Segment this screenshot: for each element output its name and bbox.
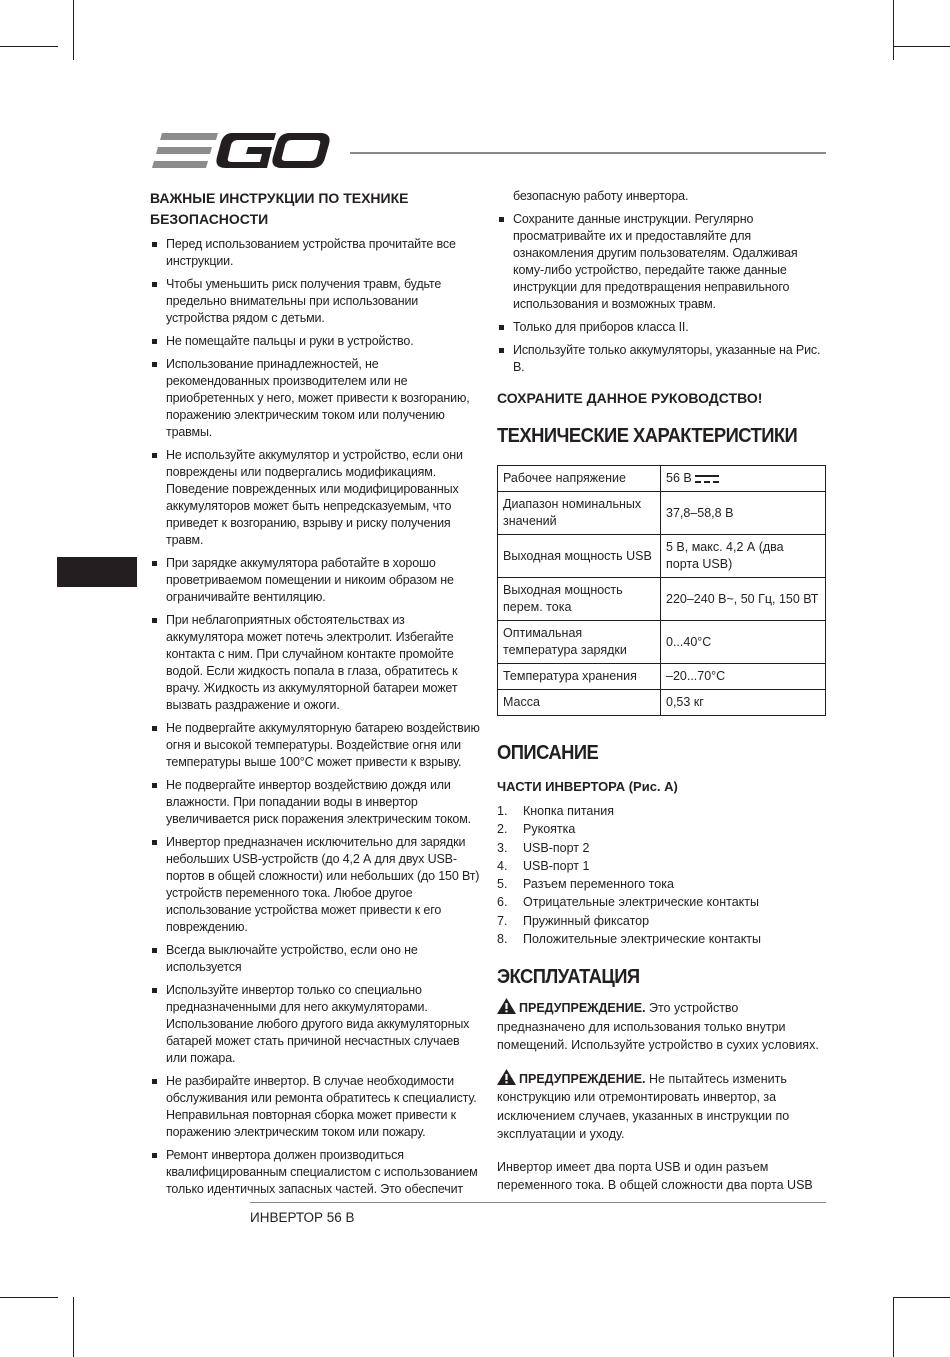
- list-item: Перед использованием устройства прочитайте все инструкции.: [150, 236, 480, 270]
- part-label: USB-порт 2: [523, 840, 590, 855]
- table-row: [498, 492, 826, 535]
- warning-label: ПРЕДУПРЕЖДЕНИЕ.: [519, 1001, 646, 1016]
- spec-value: [661, 664, 826, 690]
- spec-value: [661, 492, 826, 535]
- left-column: [150, 188, 480, 1204]
- safety-list-continued: [497, 211, 827, 376]
- list-item: Используйте только аккумуляторы, указанные на Рис. B.: [497, 342, 827, 376]
- part-label: Разъем переменного тока: [523, 877, 674, 892]
- list-item: Не помещайте пальцы и руки в устройство.: [150, 333, 480, 350]
- warning-paragraph: [497, 1069, 827, 1144]
- list-item: [497, 820, 827, 838]
- table-row: [498, 578, 826, 621]
- safety-list: [150, 236, 480, 1198]
- part-label: Положительные электрические контакты: [523, 932, 762, 947]
- part-label: Пружинный фиксатор: [523, 913, 650, 928]
- list-item: Ремонт инвертора должен производиться квалифицированным специалистом с использованием только идентичных запасных частей. Это обеспечит: [150, 1147, 480, 1198]
- spec-value-text: 5 В, макс. 4,2 А (два порта USB): [666, 540, 784, 571]
- footer-text: ИНВЕРТОР 56 В: [250, 1210, 355, 1225]
- spec-label: Рабочее напряжение: [498, 466, 661, 492]
- spec-value: [661, 621, 826, 664]
- spec-value: [661, 535, 826, 578]
- part-number: 3.: [497, 840, 508, 855]
- list-item: Не используйте аккумулятор и устройство, если они повреждены или подвергались модификациям. Поведение поврежденных или модифицированных аккумуляторов может быть непредсказуемым, что приведет к возгоранию, взрыву и риску получения травм.: [150, 447, 480, 549]
- spec-label: Масса: [498, 690, 661, 716]
- ego-logo: [150, 130, 332, 172]
- crop-mark: [893, 1297, 894, 1357]
- crop-mark: [73, 1297, 74, 1357]
- list-item: Только для приборов класса II.: [497, 319, 827, 336]
- header-rule: [350, 152, 826, 154]
- crop-mark: [893, 46, 950, 47]
- table-row: [498, 664, 826, 690]
- part-number: 1.: [497, 804, 508, 818]
- continuation-text: безопасную работу инвертора.: [513, 189, 689, 203]
- list-item: Не подвергайте аккумуляторную батарею воздействию огня и высокой температуры. Воздействие огня или температуры выше 100°C может привести к взрыву.: [150, 720, 480, 771]
- list-item: [497, 839, 827, 857]
- spec-label: Выходная мощность перем. тока: [498, 578, 661, 621]
- specs-heading: ТЕХНИЧЕСКИЕ ХАРАКТЕРИСТИКИ: [497, 425, 798, 447]
- spec-label: Оптимальная температура зарядки: [498, 621, 661, 664]
- crop-mark: [893, 1297, 950, 1298]
- specs-table: [497, 465, 826, 716]
- spec-value-text: 220–240 В~, 50 Гц, 150 ВТ: [666, 591, 819, 606]
- spec-label: Выходная мощность USB: [498, 535, 661, 578]
- dc-symbol-icon: [695, 474, 719, 484]
- crop-mark: [0, 46, 58, 47]
- warning-paragraph: [497, 998, 827, 1055]
- list-item: Чтобы уменьшить риск получения травм, будьте предельно внимательны при использовании устройства рядом с детьми.: [150, 276, 480, 327]
- list-item: [497, 857, 827, 875]
- part-label: Рукоятка: [523, 822, 576, 837]
- parts-heading: ЧАСТИ ИНВЕРТОРА (Рис. A): [497, 779, 678, 794]
- list-item: [497, 802, 827, 820]
- list-item: Всегда выключайте устройство, если оно не используется: [150, 942, 480, 976]
- list-item: При зарядке аккумулятора работайте в хорошо проветриваемом помещении и никоим образом не ограничивайте вентиляцию.: [150, 555, 480, 606]
- warning-triangle-icon: [497, 998, 516, 1014]
- warnings: [497, 998, 827, 1144]
- part-number: 8.: [497, 932, 508, 947]
- right-column: [497, 188, 827, 1194]
- spec-value: [661, 690, 826, 716]
- part-number: 6.: [497, 895, 508, 910]
- part-label: USB-порт 1: [523, 858, 590, 873]
- parts-list: [497, 802, 827, 948]
- side-tab: [57, 557, 137, 587]
- part-number: 5.: [497, 877, 508, 892]
- save-manual-text: СОХРАНИТЕ ДАННОЕ РУКОВОДСТВО!: [497, 390, 763, 406]
- list-item: Инвертор предназначен исключительно для зарядки небольших USB-устройств (до 4,2 А для двух USB-портов в общей сложности) или небольших (до 150 Вт) устройств переменного тока. Любое другое использование устройства может привести к его повреждению.: [150, 834, 480, 936]
- part-label: Кнопка питания: [523, 804, 615, 818]
- table-row: [498, 621, 826, 664]
- spec-value-text: 56 В: [666, 471, 692, 485]
- table-row: [498, 690, 826, 716]
- closing-paragraph: Инвертор имеет два порта USB и один разъем переменного тока. В общей сложности два порта USB: [497, 1159, 813, 1192]
- crop-mark: [0, 1297, 58, 1298]
- list-item: При неблагоприятных обстоятельствах из аккумулятора может потечь электролит. Избегайте контакта с ним. При случайном контакте промойте водой. Если жидкость попала в глаза, обратитесь к врачу. Жидкость из аккумуляторной батареи может вызвать раздражение и ожоги.: [150, 612, 480, 714]
- table-row: [498, 535, 826, 578]
- spec-value: [661, 466, 826, 492]
- spec-value-text: 0...40°C: [666, 634, 712, 649]
- footer-rule: [250, 1202, 826, 1203]
- safety-title: ВАЖНЫЕ ИНСТРУКЦИИ ПО ТЕХНИКЕ БЕЗОПАСНОСТИ: [150, 190, 409, 227]
- list-item: Используйте инвертор только со специально предназначенными для него аккумуляторами. Использование любого другого вида аккумуляторных батарей может стать причиной несчастных случаев или пожара.: [150, 982, 480, 1067]
- spec-value-text: 37,8–58,8 В: [666, 505, 734, 520]
- list-item: [497, 930, 827, 948]
- spec-label: Диапазон номинальных значений: [498, 492, 661, 535]
- warning-text: Это устройство предназначено для использования только внутри помещений. Используйте устройство в сухих условиях.: [497, 1001, 819, 1053]
- spec-value-text: –20...70°C: [666, 669, 726, 683]
- part-label: Отрицательные электрические контакты: [523, 895, 759, 910]
- crop-mark: [73, 0, 74, 60]
- part-number: 4.: [497, 858, 508, 873]
- part-number: 2.: [497, 822, 508, 837]
- warning-label: ПРЕДУПРЕЖДЕНИЕ.: [519, 1071, 646, 1086]
- list-item: [497, 875, 827, 893]
- list-item: [497, 912, 827, 930]
- list-item: [497, 893, 827, 911]
- spec-value: [661, 578, 826, 621]
- part-number: 7.: [497, 913, 508, 928]
- description-heading: ОПИСАНИЕ: [497, 742, 599, 764]
- warning-triangle-icon: [497, 1069, 516, 1085]
- list-item: Сохраните данные инструкции. Регулярно просматривайте их и предоставляйте для ознакомления другим пользователям. Одалживая кому-либо устройство, передайте также данные инструкции для предотвращения неправильного использования и возможных травм.: [497, 211, 827, 313]
- crop-mark: [893, 0, 894, 60]
- operation-heading: ЭКСПЛУАТАЦИЯ: [497, 966, 640, 989]
- table-row: [498, 466, 826, 492]
- spec-value-text: 0,53 кг: [666, 695, 704, 709]
- warning-text: Не пытайтесь изменить конструкцию или отремонтировать инвертор, за исключением случаев, указанных в инструкции по эксплуатации и уходу.: [497, 1071, 790, 1142]
- list-item: Использование принадлежностей, не рекомендованных производителем или не приобретенных у него, может привести к возгоранию, поражению электрическим током или получению травмы.: [150, 356, 480, 441]
- list-item: Не разбирайте инвертор. В случае необходимости обслуживания или ремонта обратитесь к специалисту. Неправильная повторная сборка может привести к поражению электрическим током или пожару.: [150, 1073, 480, 1141]
- spec-label: Температура хранения: [498, 664, 661, 690]
- list-item: Не подвергайте инвертор воздействию дождя или влажности. При попадании воды в инвертор увеличивается риск поражения электрическим током.: [150, 777, 480, 828]
